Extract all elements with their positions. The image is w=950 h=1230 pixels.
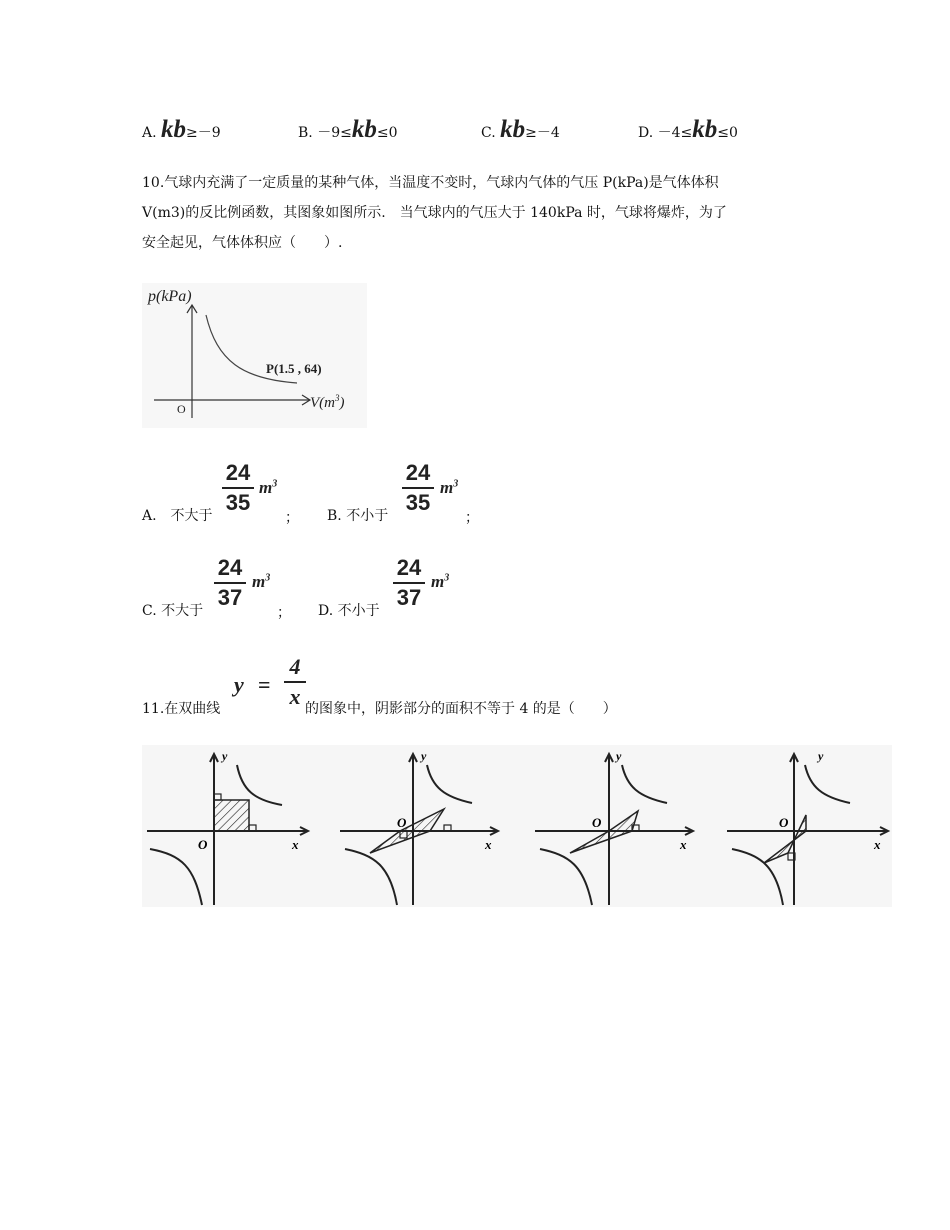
q9-option-a[interactable]: [142, 116, 221, 144]
y-axis-label: y: [818, 749, 824, 763]
numerator: 24: [225, 460, 251, 485]
denominator: x: [289, 684, 301, 709]
fraction-bar: [402, 487, 434, 489]
q10-option-b-fraction: [402, 460, 434, 516]
y-axis-label: p(kPa): [148, 288, 192, 305]
kb-expression: kb: [351, 116, 377, 143]
option-label: A.: [142, 125, 157, 141]
q10-option-c-unit: $m^3$: [252, 572, 271, 591]
q10-option-a-fraction: [222, 460, 254, 516]
x-axis-label: $V(m^3)$: [310, 393, 345, 411]
point-label: P(1.5 , 64): [266, 361, 322, 376]
denominator: 37: [217, 585, 243, 610]
fraction-bar: [393, 582, 425, 584]
numerator: 24: [405, 460, 431, 485]
fraction-bar: [284, 681, 306, 683]
q10-option-d-unit: $m^3$: [431, 572, 450, 591]
fraction-bar: [214, 582, 246, 584]
q11-formula-equals: =: [258, 672, 271, 697]
q10-option-a-unit: $m^3$: [259, 478, 278, 497]
numerator: 24: [217, 555, 243, 580]
q10-option-b-separator: ；: [465, 510, 479, 526]
denominator: 35: [225, 490, 251, 515]
fraction-bar: [222, 487, 254, 489]
q9-option-c[interactable]: [481, 116, 560, 144]
inequality: ≥－9: [186, 125, 221, 141]
q11-formula-fraction: [284, 654, 306, 710]
y-axis-label: y: [421, 749, 427, 763]
q10-option-c-fraction: [214, 555, 246, 611]
numerator: 4: [289, 654, 301, 679]
denominator: 37: [396, 585, 422, 610]
option-label: B. 不小于: [327, 508, 389, 524]
inequality-prefix: －4≤: [657, 125, 693, 141]
origin-label: O: [779, 815, 789, 830]
q10-line-1: 10.气球内充满了一定质量的某种气体，当温度不变时，气球内气体的气压 P(kPa)是气体体积: [142, 175, 719, 191]
q11-prefix: 11.在双曲线: [142, 701, 221, 717]
inequality: ≤0: [376, 125, 398, 141]
kb-expression: kb: [161, 116, 187, 143]
q11-suffix: 的图象中，阴影部分的面积不等于 4 的是（ ）: [305, 701, 617, 717]
inequality: ≥－4: [525, 125, 560, 141]
denominator: 35: [405, 490, 431, 515]
q9-option-d[interactable]: [638, 116, 738, 144]
x-axis-label: x: [292, 837, 299, 852]
y-axis-label: y: [222, 749, 228, 763]
q10-pressure-volume-graph: [142, 283, 367, 428]
numerator: 24: [396, 555, 422, 580]
x-axis-label: x: [680, 837, 687, 852]
q10-option-b-unit: $m^3$: [440, 478, 459, 497]
q10-line-2: V(m3)的反比例函数，其图象如图所示. 当气球内的气压大于 140kPa 时，气球将爆炸，为了: [142, 205, 727, 221]
origin-label: O: [198, 837, 208, 852]
inequality-prefix: －9≤: [317, 125, 352, 141]
y-axis-label: y: [616, 749, 622, 763]
kb-expression: kb: [692, 116, 718, 143]
q10-option-a-separator: ；: [285, 510, 299, 526]
origin-label: O: [177, 402, 186, 416]
q10-option-b[interactable]: [327, 505, 388, 525]
q10-line-3: 安全起见，气体体积应（ ）.: [142, 235, 343, 251]
q11-formula-y: y: [234, 672, 244, 697]
option-label: C.: [481, 125, 496, 141]
q10-option-c-separator: ；: [277, 605, 291, 621]
origin-label: O: [592, 815, 602, 830]
x-axis-label: x: [485, 837, 492, 852]
origin-label: O: [397, 815, 407, 830]
q10-option-d-fraction: [393, 555, 425, 611]
q10-option-a[interactable]: [142, 505, 213, 525]
q11-hyperbola-graphs: [142, 745, 892, 907]
option-label: B.: [298, 125, 313, 141]
q9-option-b[interactable]: [298, 116, 397, 144]
option-label: D.: [638, 125, 654, 141]
option-label: C. 不大于: [142, 603, 204, 619]
option-label: A. 不大于: [142, 508, 213, 524]
x-axis-label: x: [874, 837, 881, 852]
q10-option-d[interactable]: [318, 600, 380, 620]
q10-option-c[interactable]: [142, 600, 203, 620]
shaded-region: [214, 800, 249, 831]
inequality: ≤0: [717, 125, 738, 141]
kb-expression: kb: [500, 116, 526, 143]
option-label: D. 不小于: [318, 603, 380, 619]
